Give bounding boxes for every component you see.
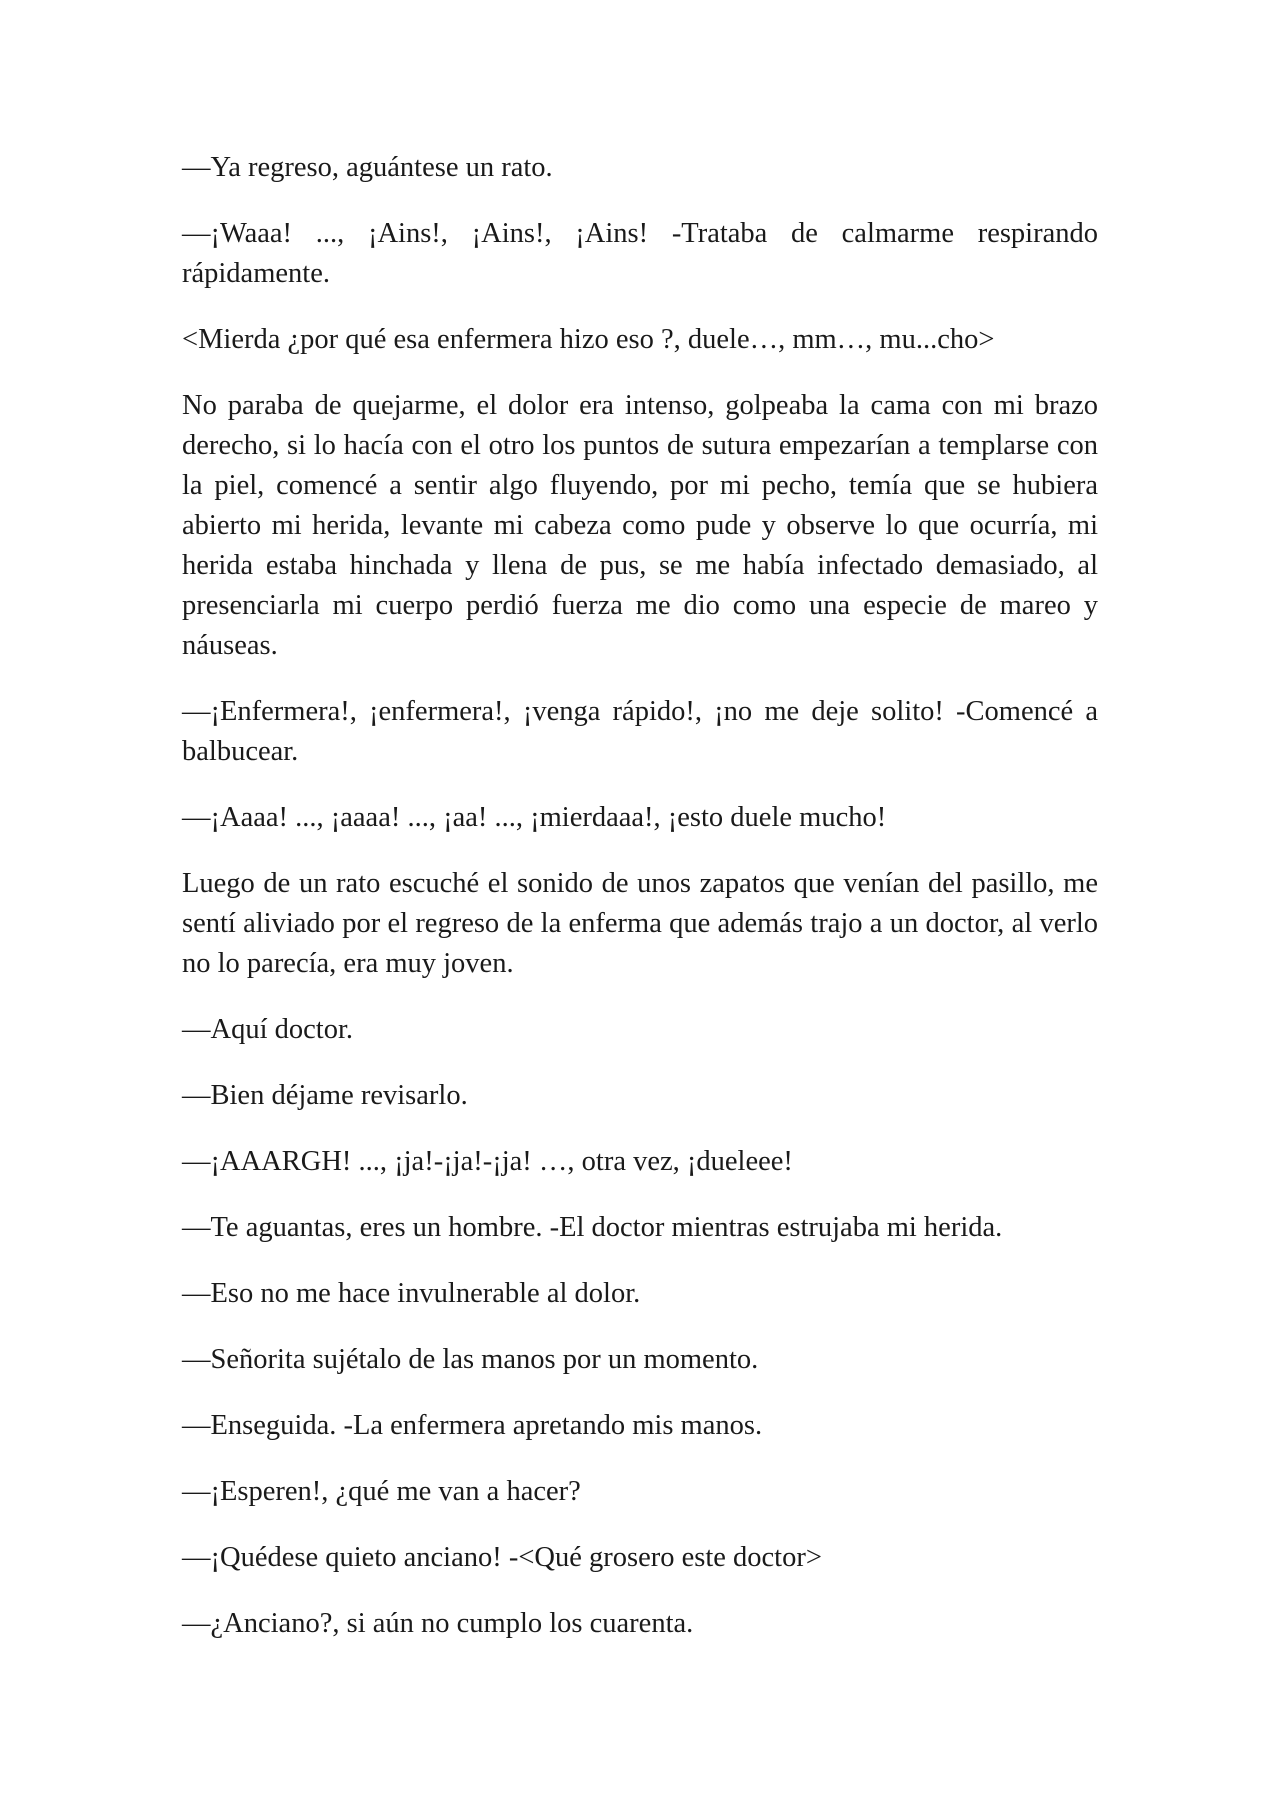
- paragraph: —Ya regreso, aguántese un rato.: [182, 152, 553, 183]
- paragraph: —¡AAARGH! ..., ¡ja!-¡ja!-¡ja! …, otra vez, ¡dueleee!: [182, 1146, 793, 1177]
- document-body: [182, 148, 1098, 1670]
- paragraph: <Mierda ¿por qué esa enfermera hizo eso ?, duele…, mm…, mu...cho>: [182, 324, 995, 355]
- paragraph: —Señorita sujétalo de las manos por un momento.: [182, 1344, 759, 1375]
- paragraph: —¡Enfermera!, ¡enfermera!, ¡venga rápido!, ¡no me deje solito! -Comencé a balbucear.: [182, 696, 1098, 767]
- paragraph: No paraba de quejarme, el dolor era intenso, golpeaba la cama con mi brazo derecho, si lo hacía con el otro los puntos de sutura empezarían a templarse con la piel, comencé a sentir algo fluyendo, por mi pecho, temía que se hubiera abierto mi herida, levante mi cabeza como pude y observe lo que ocurría, mi herida estaba hinchada y llena de pus, se me había infectado demasiado, al presenciarla mi cuerpo perdió fuerza me dio como una especie de mareo y náuseas.: [182, 390, 1098, 661]
- paragraph: —Aquí doctor.: [182, 1014, 353, 1045]
- paragraph: —¡Aaaa! ..., ¡aaaa! ..., ¡aa! ..., ¡mierdaaa!, ¡esto duele mucho!: [182, 802, 887, 833]
- paragraph: —Te aguantas, eres un hombre. -El doctor mientras estrujaba mi herida.: [182, 1212, 1003, 1243]
- paragraph: —Bien déjame revisarlo.: [182, 1080, 468, 1111]
- paragraph: —Eso no me hace invulnerable al dolor.: [182, 1278, 641, 1309]
- paragraph: —¿Anciano?, si aún no cumplo los cuarenta.: [182, 1608, 694, 1639]
- paragraph: —¡Waaa! ..., ¡Ains!, ¡Ains!, ¡Ains! -Trataba de calmarme respirando rápidamente.: [182, 218, 1098, 289]
- paragraph: —¡Quédese quieto anciano! -<Qué grosero este doctor>: [182, 1542, 822, 1573]
- paragraph: Luego de un rato escuché el sonido de unos zapatos que venían del pasillo, me sentí aliviado por el regreso de la enferma que además trajo a un doctor, al verlo no lo parecía, era muy joven.: [182, 868, 1098, 979]
- paragraph: —Enseguida. -La enfermera apretando mis manos.: [182, 1410, 763, 1441]
- paragraph: —¡Esperen!, ¿qué me van a hacer?: [182, 1476, 581, 1507]
